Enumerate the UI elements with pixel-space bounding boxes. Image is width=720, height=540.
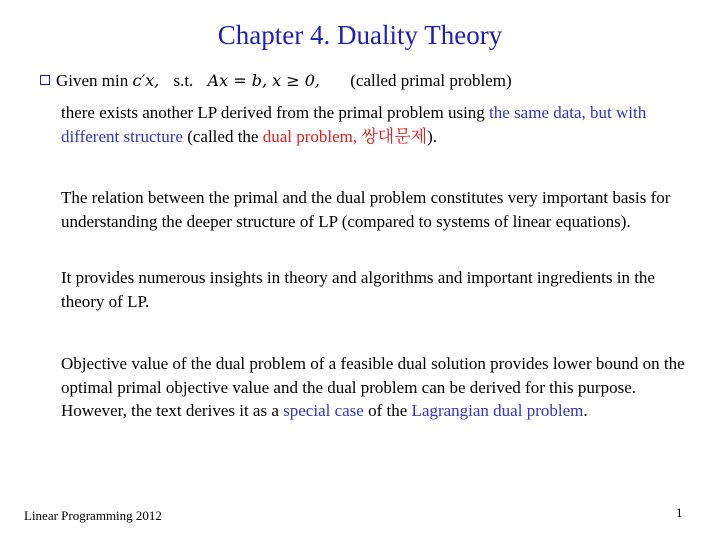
text-segment: of the [363,401,412,420]
page-number: 1 [676,505,683,520]
subject-to-label: s.t. [173,71,194,90]
given-label: Given min [56,71,129,90]
dual-problem-highlight: dual problem, 쌍대문제 [262,126,428,146]
called-primal-label: (called primal problem) [350,71,512,90]
text-segment: ). [427,126,437,146]
text-segment: Objective value of the dual problem of a feasible dual solution provides lower bound on the optimal primal objective value and the dual problem can be derived for this purpose. However, the text derives it as a [61,354,685,420]
insights-paragraph: It provides numerous insights in theory and algorithms and important ingredients in the theory of LP. [61,268,655,311]
checkbox-bullet-icon [40,75,50,85]
special-case-highlight: special case [283,401,364,420]
objective-expression: c′x, [132,71,160,90]
footer-course-label: Linear Programming 2012 [24,508,162,523]
slide-title: Chapter 4. Duality Theory [217,20,503,50]
objective-value-paragraph [61,352,691,423]
relation-paragraph: The relation between the primal and the dual problem constitutes very important basis for understanding the deeper structure of LP (compared to systems of linear equations). [61,188,671,231]
lagrangian-dual-highlight: Lagrangian dual problem [411,401,584,420]
text-segment: there exists another LP derived from the primal problem using [61,103,490,122]
constraint-expression: Ax = b, x ≥ 0, [207,71,320,90]
primal-problem-bullet [40,70,512,92]
text-segment: (called the [182,126,263,146]
text-segment: . [583,401,588,420]
dual-definition-paragraph [61,101,691,148]
same-data-highlight: the same data, but with different structure [61,103,647,146]
